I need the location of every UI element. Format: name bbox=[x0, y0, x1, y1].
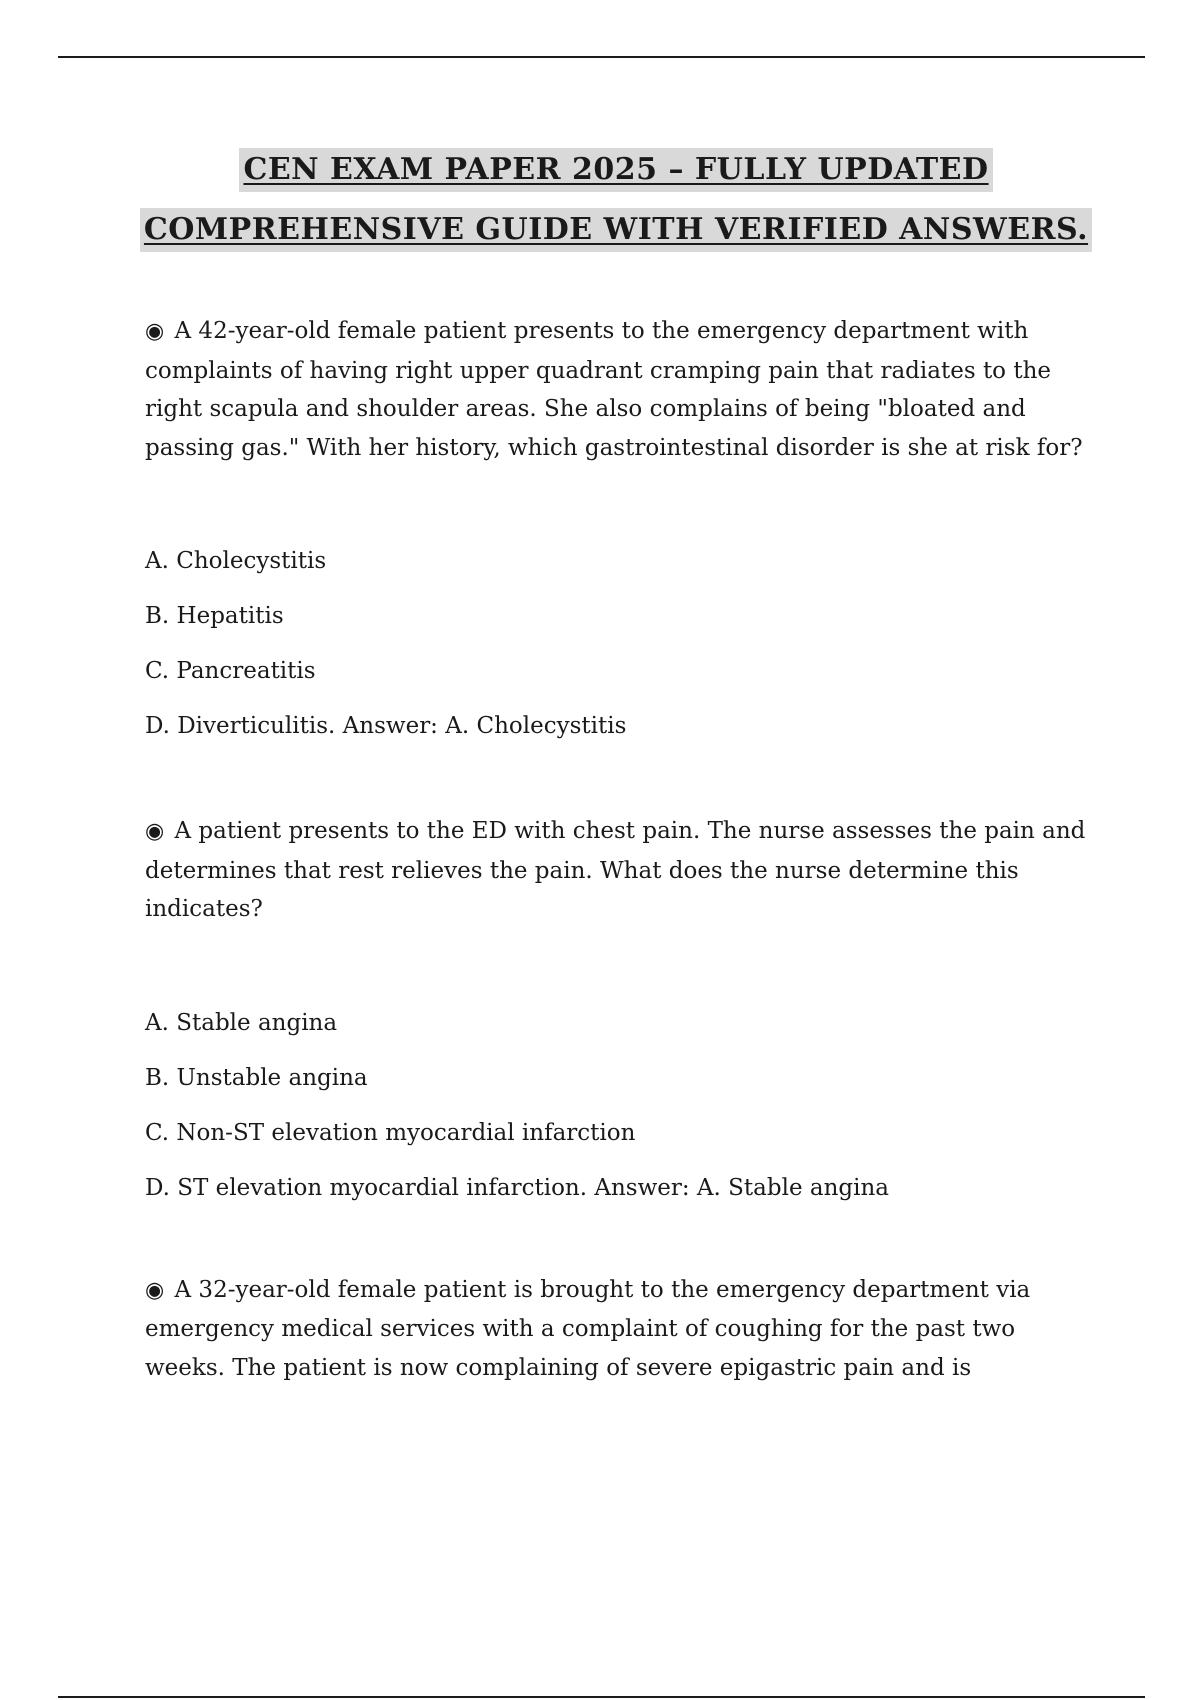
answer-options bbox=[145, 996, 1095, 1216]
option-c: C. Non-ST elevation myocardial infarction bbox=[145, 1119, 636, 1146]
question-2-text: A patient presents to the ED with chest pain. The nurse assesses the pain and determines that rest relieves the pain. What does the nurse determine this indicates? bbox=[145, 818, 1086, 922]
document-title bbox=[0, 148, 1200, 252]
question-text bbox=[145, 1271, 1095, 1388]
option-a: A. Cholecystitis bbox=[145, 548, 327, 574]
radio-bullet-icon: ◉ bbox=[145, 1277, 165, 1303]
option-d-with-answer: D. ST elevation myocardial infarction. Answer: A. Stable angina bbox=[145, 1174, 890, 1201]
option-b: B. Unstable angina bbox=[145, 1064, 368, 1091]
title-line-1: CEN EXAM PAPER 2025 – FULLY UPDATED bbox=[239, 148, 992, 192]
option-d-with-answer: D. Diverticulitis. Answer: A. Cholecystitis bbox=[145, 713, 627, 739]
title-line-2: COMPREHENSIVE GUIDE WITH VERIFIED ANSWERS. bbox=[140, 208, 1092, 252]
question-1-text: A 42-year-old female patient presents to the emergency department with complaints of having right upper quadrant cramping pain that radiates to the right scapula and shoulder areas. She also complains of being "bloated and passing gas." With her history, which gastrointestinal disorder is she at risk for? bbox=[145, 318, 1083, 461]
question-list bbox=[145, 312, 1095, 1387]
option-b: B. Hepatitis bbox=[145, 603, 284, 629]
radio-bullet-icon: ◉ bbox=[145, 819, 165, 844]
bottom-rule bbox=[58, 1696, 1145, 1698]
radio-bullet-icon: ◉ bbox=[145, 319, 165, 344]
top-rule bbox=[58, 56, 1145, 58]
question-block-3 bbox=[145, 1271, 1095, 1388]
question-text bbox=[145, 812, 1095, 929]
option-a: A. Stable angina bbox=[145, 1009, 338, 1036]
question-block-1 bbox=[145, 312, 1095, 754]
answer-options bbox=[145, 534, 1095, 754]
question-text bbox=[145, 312, 1095, 467]
option-c: C. Pancreatitis bbox=[145, 658, 316, 684]
question-3-text: A 32-year-old female patient is brought to the emergency department via emergency medical services with a complaint of coughing for the past two weeks. The patient is now complaining of severe epigastric pain and is bbox=[145, 1276, 1031, 1381]
question-block-2 bbox=[145, 812, 1095, 1216]
